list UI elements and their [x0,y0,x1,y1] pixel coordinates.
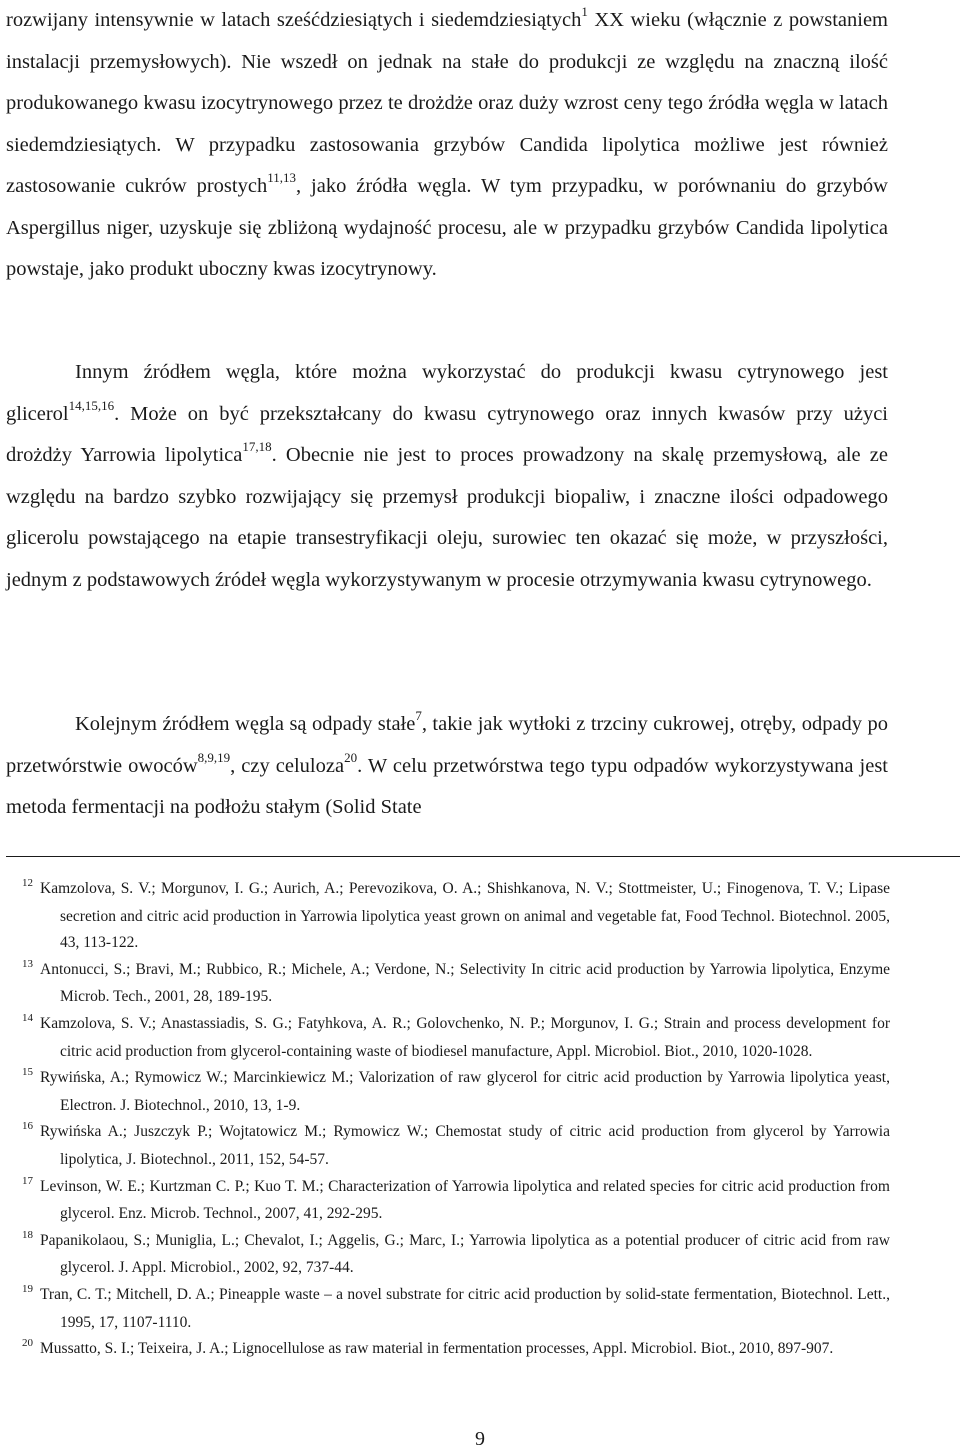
footnote-number: 16 [22,1120,33,1133]
footnote-text: Tran, C. T.; Mitchell, D. A.; Pineapple waste – a novel substrate for citric acid production by solid-state fermentation, Biotechnol. Lett., 1995, 17, 1107-1110. [40,1285,890,1331]
footnote-text: Papanikolaou, S.; Muniglia, L.; Chevalot, I.; Aggelis, G.; Marc, I.; Yarrowia lipolytica as a potential producer of citric acid from raw glycerol. J. Appl. Microbiol., 2002, 92, 737-44. [40,1231,890,1277]
citation-superscript: 8,9,19 [197,749,231,765]
paragraph-text: . W celu przetwórstwa tego typu odpadów wykorzystywana jest metoda fermentacji na podłożu stałym (Solid State [6,754,888,818]
citation-superscript: 7 [415,708,422,724]
paragraph-text: . Może on być przekształcany do kwasu cytrynowego oraz innych kwasów przy użyci drożdży Yarrowia lipolytica [6,402,888,466]
footnote [6,1174,890,1228]
footnote-number: 17 [22,1174,33,1187]
paragraph-2 [6,352,888,601]
paragraph-text: , jako źródła węgla. W tym przypadku, w porównaniu do grzybów Aspergillus niger, uzyskuje się zbliżoną wydajność procesu, ale w przypadku grzybów Candida lipolytica powstaje, jako produkt uboczny kwas izocytrynowy. [6,175,888,280]
paragraph-text: , takie jak wytłoki z trzciny cukrowej, otręby, odpady po przetwórstwie owoców [6,713,888,777]
footnote-number: 12 [22,877,33,889]
paragraph-text: , czy celuloza [230,754,345,777]
footnote-text: Mussatto, S. I.; Teixeira, J. A.; Lignocellulose as raw material in fermentation processes, Appl. Microbiol. Biot., 2010, 897-907. [40,1340,834,1358]
paragraph-1 [6,0,888,291]
citation-superscript: 1 [581,4,588,20]
footnote-number: 14 [22,1011,33,1024]
footnote [6,957,890,1011]
paragraph-text: rozwijany intensywnie w latach sześćdziesiątych i siedemdziesiątych [6,9,582,31]
footnote [6,1011,890,1065]
paragraph-text: Kolejnym źródłem węgla są odpady stałe [75,713,416,735]
paragraph-text: Innym źródłem węgla, które można wykorzystać do produkcji kwasu cytrynowego jest glicerol [6,361,888,425]
footnote [6,1065,890,1119]
footnote-number: 13 [22,957,33,970]
footnote-number: 19 [22,1282,33,1295]
footnote [6,1282,890,1336]
footnote-number: 20 [22,1337,33,1350]
footnote [6,1228,890,1282]
footnote-text: Kamzolova, S. V.; Morgunov, I. G.; Aurich, A.; Perevozikova, O. A.; Shishkanova, N. V.; Stottmeister, U.; Finogenova, T. V.; Lipase secretion and citric acid production in Yarrowia lipolytica yeast grown on animal and vegetable fat, Food Technol. Biotechnol. 2005, 43, 113-122. [40,880,890,952]
footnote-number: 15 [22,1066,33,1079]
footnote [6,1336,890,1364]
footnote-separator [6,856,960,857]
paragraph-text: XX wieku (włącznie z powstaniem instalacji przemysłowych). Nie wszedł on jednak na stałe do produkcji ze względu na znaczną ilość produkowanego kwasu izocytrynowego przez te drożdże oraz duży wzrost ceny tego źródła węgla w latach siedemdziesiątych. W przypadku zastosowania grzybów Candida lipolytica możliwe jest również zastosowanie cukrów prostych [6,9,888,197]
paragraph-3 [6,704,888,829]
footnote-text: Kamzolova, S. V.; Anastassiadis, S. G.; Fatyhkova, A. R.; Golovchenko, N. P.; Morgunov, I. G.; Strain and process development for citric acid production from glycerol-containing waste of biodiesel manufacture, Appl. Microbiol. Biot., 2010, 1020-1028. [40,1014,890,1060]
citation-superscript: 14,15,16 [68,397,115,413]
footnotes-section [6,876,890,1364]
footnote-number: 18 [22,1228,33,1241]
footnote [6,1119,890,1173]
citation-superscript: 17,18 [242,439,272,455]
footnote [6,876,890,957]
page-number: 9 [475,1428,485,1450]
footnote-text: Rywińska, A.; Rymowicz W.; Marcinkiewicz M.; Valorization of raw glycerol for citric acid production by Yarrowia lipolytica yeast, Electron. J. Biotechnol., 2010, 13, 1-9. [40,1069,890,1114]
footnote-text: Levinson, W. E.; Kurtzman C. P.; Kuo T. M.; Characterization of Yarrowia lipolytica and related species for citric acid production from glycerol. Enz. Microb. Technol., 2007, 41, 292-295. [40,1177,890,1223]
footnote-text: Antonucci, S.; Bravi, M.; Rubbico, R.; Michele, A.; Verdone, N.; Selectivity In citric acid production by Yarrowia lipolytica, Enzyme Microb. Tech., 2001, 28, 189-195. [40,960,890,1006]
paragraph-text: . Obecnie nie jest to proces prowadzony na skalę przemysłową, ale ze względu na bardzo szybko rozwijający się przemysł produkcji biopaliw, i znaczne ilości odpadowego glicerolu powstającego na etapie transestryfikacji oleju, surowiec ten okazać się może, w przyszłości, jednym z podstawowych źródeł węgla wykorzystywanym w procesie otrzymywania kwasu cytrynowego. [6,444,888,591]
citation-superscript: 20 [344,749,358,765]
citation-superscript: 11,13 [267,170,296,186]
footnote-text: Rywińska A.; Juszczyk P.; Wojtatowicz M.; Rymowicz W.; Chemostat study of citric acid production from glycerol by Yarrowia lipolytica, J. Biotechnol., 2011, 152, 54-57. [40,1123,890,1168]
